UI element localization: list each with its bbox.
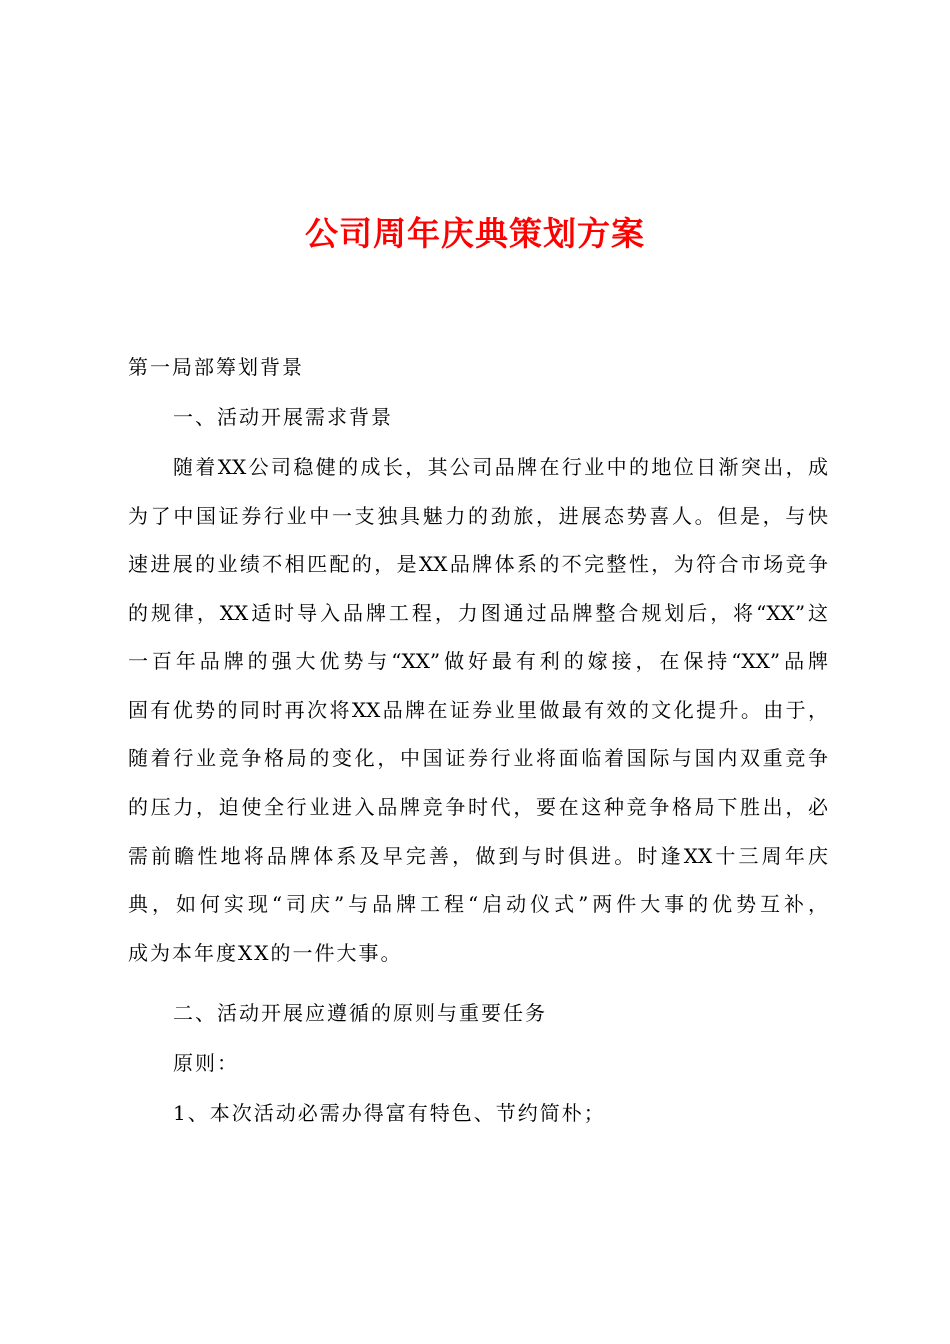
paragraph-line: 为了中国证券行业中一支独具魅力的劲旅，进展态势喜人。但是，与快 [128, 504, 828, 528]
principle-item: 1、本次活动必需办得富有特色、节约简朴； [173, 1101, 606, 1125]
paragraph-line: 固有优势的同时再次将XX品牌在证券业里做最有效的文化提升。由于， [128, 698, 828, 722]
paragraph-line: 需前瞻性地将品牌体系及早完善，做到与时俱进。时逢XX十三周年庆 [128, 844, 828, 868]
paragraph-line: 的规律，XX适时导入品牌工程，力图通过品牌整合规划后，将“XX”这 [128, 601, 828, 625]
section-1-heading: 一、活动开展需求背景 [173, 405, 393, 429]
paragraph-line: 速进展的业绩不相匹配的，是XX品牌体系的不完整性，为符合市场竞争 [128, 552, 828, 576]
paragraph-line: 随着XX公司稳健的成长，其公司品牌在行业中的地位日渐突出，成 [173, 455, 828, 479]
paragraph-line: 随着行业竞争格局的变化，中国证券行业将面临着国际与国内双重竞争 [128, 746, 828, 770]
paragraph-line: 成为本年度XX的一件大事。 [128, 941, 403, 965]
paragraph-line: 的压力，迫使全行业进入品牌竞争时代，要在这种竞争格局下胜出，必 [128, 795, 828, 819]
paragraph-line: 典，如何实现“司庆”与品牌工程“启动仪式”两件大事的优势互补， [128, 892, 828, 916]
part-heading: 第一局部筹划背景 [128, 355, 304, 379]
document-title: 公司周年庆典策划方案 [305, 214, 645, 253]
paragraph-line: 一百年品牌的强大优势与“XX”做好最有利的嫁接，在保持“XX”品牌 [128, 649, 828, 673]
section-2-heading: 二、活动开展应遵循的原则与重要任务 [173, 1001, 547, 1025]
principles-label: 原则： [173, 1051, 239, 1075]
